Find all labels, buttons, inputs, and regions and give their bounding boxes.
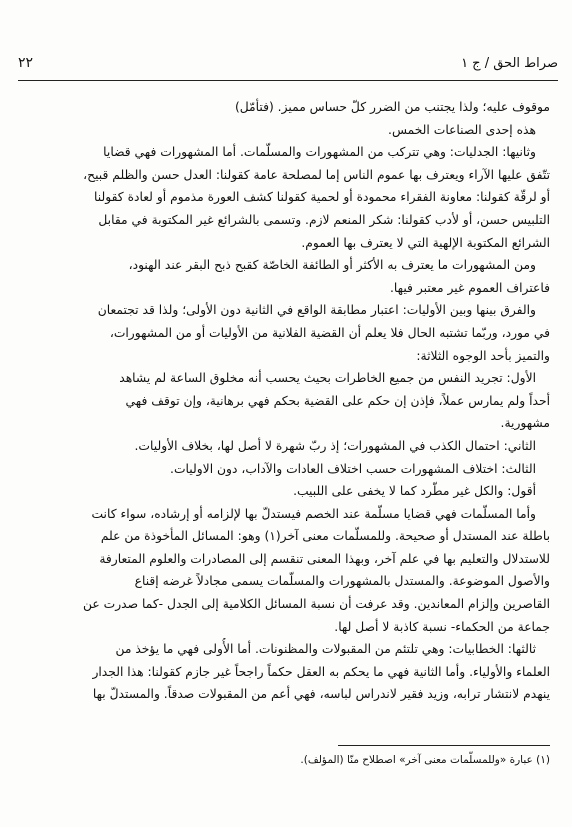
text-line: التلبيس حسن، أو لأدب كقولنا: شكر المنعم لازم. وتسمى بالشرائع غير المكتوبة في مقابل [98, 212, 550, 227]
text-line: جماعة من الحكماء- نسبة كاذبة لا أصل لها. [334, 619, 550, 634]
text-line: ثالثها: الخطابيات: وهي تلتئم من المقبولات والمظنونات. أما الأُولى فهي ما يؤخذ من [115, 642, 536, 657]
text-line: القاصرين وإلزام المعاندين. وقد عرفت أن نسبة المسائل الكلامية إلى الجدل -كما صدرت عن [83, 597, 550, 612]
text-line: باطلة عند المستدل أو صحيحة. وللمسلّمات معنى آخر(١) وهو: المسائل المأخوذة من علم [100, 529, 550, 544]
text-line: هذه إحدى الصناعات الخمس. [388, 122, 536, 137]
text-line: فاعتراف العموم غير معتبر فيها. [390, 280, 550, 295]
page-number: ٢٢ [18, 55, 34, 71]
text-line: ينهدم لانتشار ترابه، وزيد فقير لاندراس لباسه، فهي أعم من المقبولات صدقاً. والمستدلّ بها [92, 687, 550, 702]
header-rule [18, 80, 558, 81]
text-line: وأما المسلّمات فهي قضايا مسلّمة عند الخصم فيستدلّ بها لإلزامه أو إرشاده، سواء كانت [91, 506, 536, 521]
text-line: مشهورية. [500, 416, 550, 431]
text-line: والفرق بينها وبين الأوليات: اعتبار مطابقة الواقع في الثانية دون الأولى؛ ولذا قد تجتمعان [97, 303, 536, 318]
footnote: (١) عبارة «وللمسلّمات معنى آخر» اصطلاح منّا (المؤلف). [300, 754, 550, 766]
footnote-rule [338, 745, 550, 746]
text-line: تتّفق عليها الآراء ويعترف بها عموم الناس إما لمصلحة عامة كقولنا: العدل حسن والظلم قبيح، [83, 167, 550, 182]
text-line: والأصول الموضوعة. والمستدل بالمشهورات والمسلّمات يسمى مجادلاً غرضه إقناع [134, 574, 550, 589]
book-title: صراط الحق / ج ١ [461, 55, 558, 71]
text-line: في مورد، وربّما تشتبه الحال فلا يعلم أن القضية الفلانية من الأوليات أو من المشهورات، [109, 325, 550, 340]
text-line: أقول: والكل غير مطّرد كما لا يخفى على اللبيب. [293, 484, 536, 499]
text-line: الثالث: اختلاف المشهورات حسب اختلاف العادات والآداب، دون الاوليات. [170, 461, 536, 476]
text-line: والتميز بأحد الوجوه الثلاثة: [416, 348, 550, 363]
body-text [22, 96, 550, 706]
text-line: الأول: تجريد النفس من جميع الخاطرات بحيث يحسب أنه مخلوق الساعة لم يشاهد [119, 371, 536, 386]
text-line: ومن المشهورات ما يعترف به الأكثر أو الطائفة الخاصّة كقبح ذبح البقر عند الهنود، [128, 258, 536, 273]
text-line: موقوف عليه؛ ولذا يجتنب من الضرر كلّ حساس مميز. (فتأمّل) [234, 100, 550, 114]
page-header [18, 52, 558, 74]
text-line: الثاني: احتمال الكذب في المشهورات؛ إذ ربّ شهرة لا أصل لها، بخلاف الأوليات. [134, 438, 536, 453]
text-line: وثانيها: الجدليات: وهي تتركب من المشهورات والمسلّمات. أما المشهورات فهي قضايا [103, 145, 536, 160]
text-line: العلماء والأولياء. وأما الثانية فهي ما يحكم به العقل حكماً راجحاً غير جازم كقولنا: هذا الجدار [92, 664, 550, 679]
text-line: الشرائع المكتوبة الإلهية التي لا يعترف بها العموم. [301, 235, 550, 250]
text-line: للاستدلال والتعليم بها في علم آخر، وبهذا المعنى تنقسم إلى المصادرات والعلوم المتعارفة [99, 551, 550, 566]
text-line: أو لرقّة كقولنا: معاونة الفقراء محمودة أو لحمية كقولنا كشف العورة مذموم أو لعادة كقولنا [94, 190, 550, 205]
text-line: أحداً ولم يمارس عملاً، فإذن إن حكم على القضية بحكم فهي برهانية، وإن توقف فهي [125, 393, 550, 408]
